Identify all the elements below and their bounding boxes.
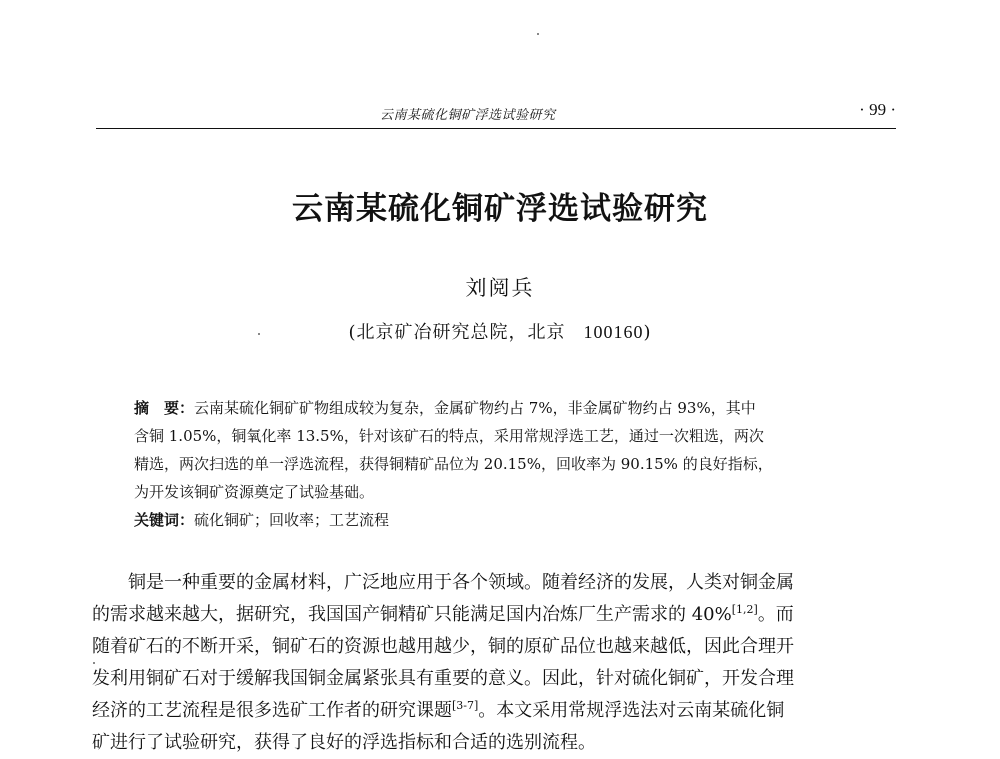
body-text: 经济的工艺流程是很多选矿工作者的研究课题 xyxy=(92,700,452,721)
affiliation xyxy=(0,318,1000,344)
running-header xyxy=(96,100,896,126)
citation-ref[interactable]: [1,2] xyxy=(731,603,758,616)
keywords-text: 硫化铜矿；回收率；工艺流程 xyxy=(194,511,390,529)
body-line: 发利用铜矿石对于缓解我国铜金属紧张具有重要的意义。因此，针对硫化铜矿，开发合理 xyxy=(92,668,794,689)
scan-speck xyxy=(537,33,539,35)
abstract-line: 含铜 1.05%，铜氧化率 13.5%，针对该矿石的特点，采用常规浮选工艺，通过一次粗选，两次 xyxy=(134,427,764,445)
body-line: 随着矿石的不断开采，铜矿石的资源也越用越少，铜的原矿品位也越来越低，因此合理开 xyxy=(92,636,794,657)
body-line: 铜是一种重要的金属材料，广泛地应用于各个领域。随着经济的发展，人类对铜金属 xyxy=(128,572,794,593)
page-number: · 99 · xyxy=(859,100,896,119)
body-line: 矿进行了试验研究，获得了良好的浮选指标和合适的选别流程。 xyxy=(92,732,596,753)
affiliation-text: 北京矿冶研究总院，北京 xyxy=(356,322,566,343)
running-title: 云南某硫化铜矿浮选试验研究 xyxy=(380,108,556,123)
abstract-line xyxy=(134,394,874,422)
abstract xyxy=(134,394,874,506)
body-text: 的需求越来越大，据研究，我国国产铜精矿只能满足国内冶炼厂生产需求的 40% xyxy=(92,604,732,625)
body-paragraph xyxy=(92,567,904,759)
abstract-label: 摘 要： xyxy=(134,399,195,417)
abstract-text: 云南某硫化铜矿矿物组成较为复杂，金属矿物约占 7%，非金属矿物约占 93%，其中 xyxy=(194,399,756,417)
keywords-label: 关键词： xyxy=(134,511,195,529)
affiliation-close-paren: ) xyxy=(643,322,652,343)
abstract-line: 精选，两次扫选的单一浮选流程，获得铜精矿品位为 20.15%，回收率为 90.15% 的良好指标， xyxy=(134,455,773,473)
citation-ref[interactable]: [3-7] xyxy=(452,699,479,712)
body-line xyxy=(92,599,904,631)
body-line xyxy=(92,695,904,727)
header-rule xyxy=(96,128,896,129)
abstract-line: 为开发该铜矿资源奠定了试验基础。 xyxy=(134,483,375,501)
keywords xyxy=(134,509,389,530)
affiliation-postal-code: 100160 xyxy=(583,322,644,342)
author-name: 刘阅兵 xyxy=(465,276,535,300)
affiliation-open-paren: ( xyxy=(348,322,357,343)
body-text: 。本文采用常规浮选法对云南某硫化铜 xyxy=(478,700,785,721)
body-text: 。而 xyxy=(757,604,794,625)
article-title: 云南某硫化铜矿浮选试验研究 xyxy=(292,191,708,227)
